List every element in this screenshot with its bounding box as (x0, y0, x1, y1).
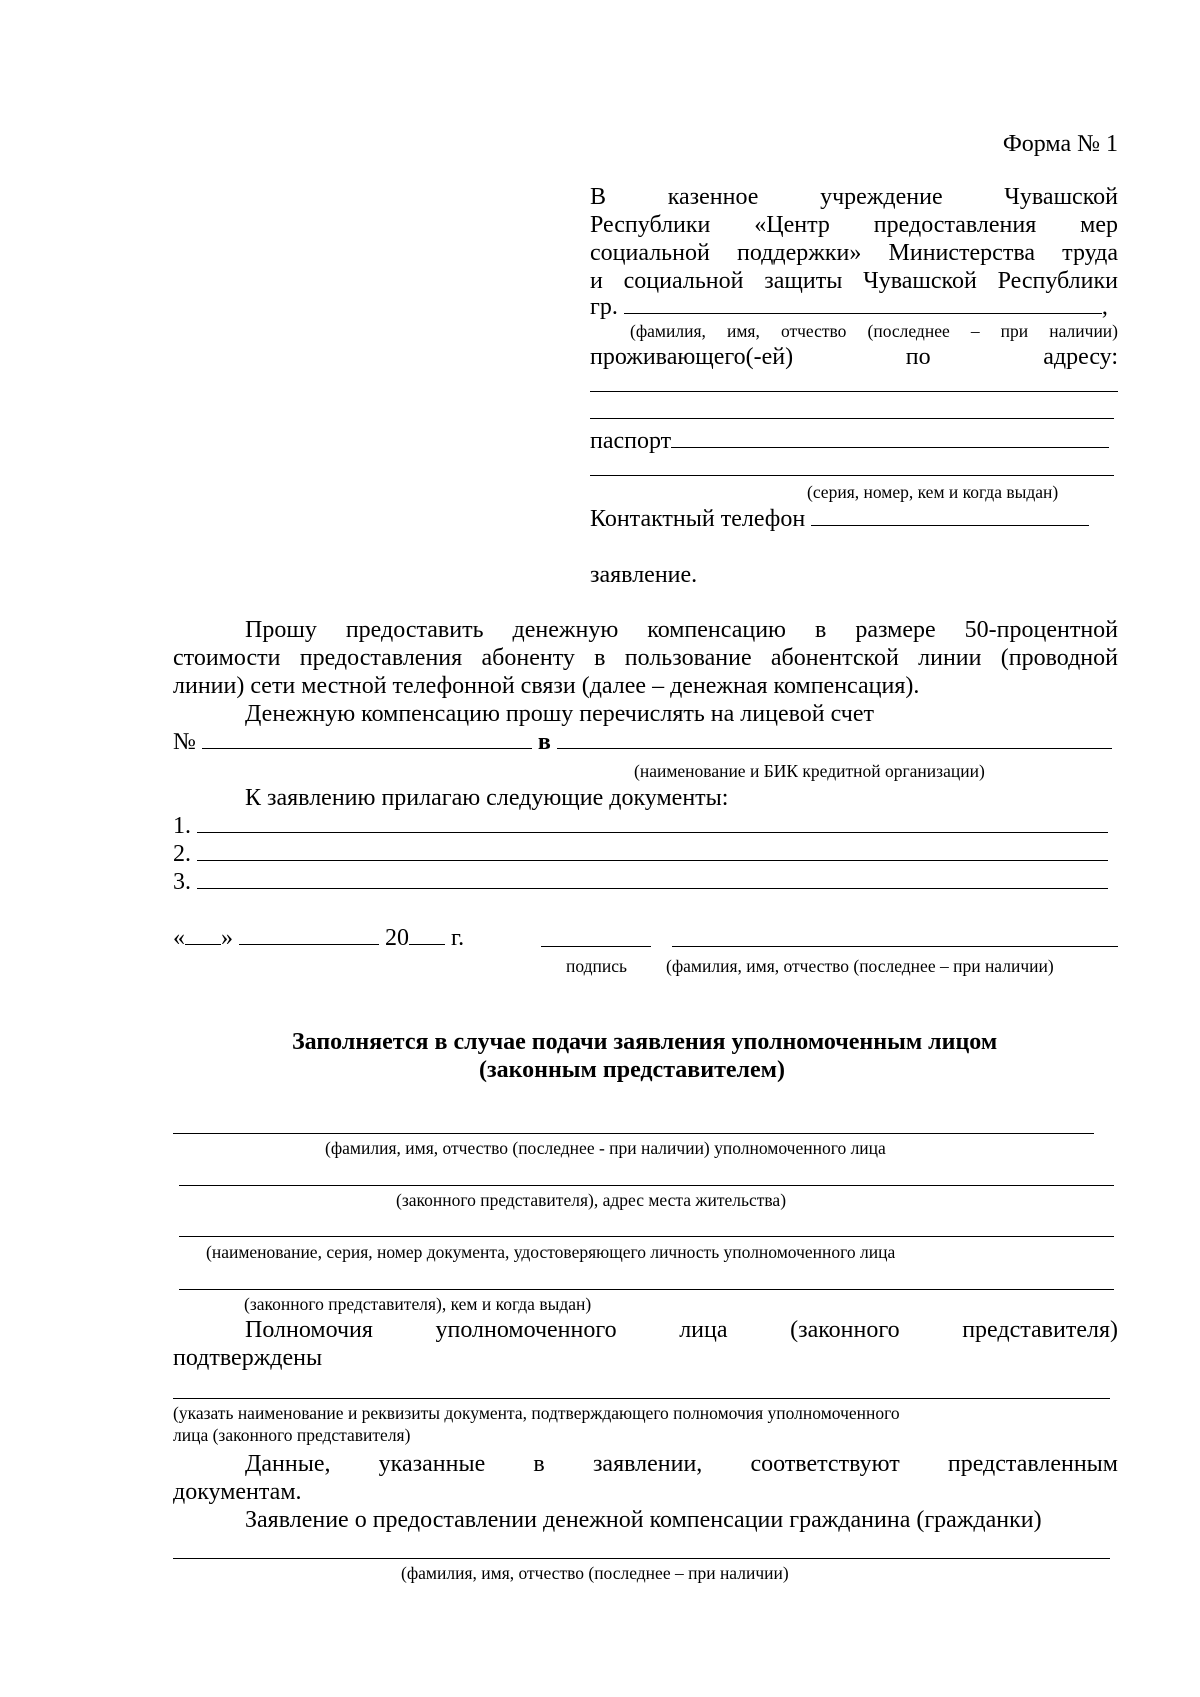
signature-field[interactable] (541, 946, 651, 947)
addressee-line-3: социальной поддержки» Министерства труда (590, 240, 1118, 266)
rep-name-field[interactable] (173, 1133, 1094, 1134)
addressee-line-1: В казенное учреждение Чувашской (590, 184, 1118, 210)
doc-item-2 (173, 840, 1108, 868)
passport-field[interactable] (671, 427, 1109, 448)
rep-hint-4: (законного представителя), кем и когда выдан) (244, 1294, 592, 1314)
rep-hint-2: (законного представителя), адрес места жительства) (396, 1190, 787, 1210)
rep-hint-1: (фамилия, имя, отчество (последнее - при наличии) уполномоченного лица (325, 1138, 886, 1158)
signer-hint: (фамилия, имя, отчество (последнее – при наличии) (666, 956, 1054, 976)
citizen-suffix: , (1101, 294, 1108, 320)
signer-name-field[interactable] (672, 946, 1118, 947)
account-line (173, 728, 1112, 756)
doc-item-field[interactable] (197, 840, 1108, 861)
account-in: в (537, 729, 551, 755)
doc-item-number: 3. (173, 869, 191, 895)
phone-line (590, 505, 1089, 533)
doc-item-3 (173, 868, 1108, 896)
rep-hint-5-line-1: (указать наименование и реквизиты документа, подтверждающего полномочия уполномоченного (173, 1403, 900, 1423)
rep-document-issuer-field[interactable] (179, 1289, 1114, 1290)
form-number: Форма № 1 (1002, 131, 1118, 157)
powers-line-1: Полномочия уполномоченного лица (законного представителя) (245, 1317, 1118, 1343)
bank-hint: (наименование и БИК кредитной организации) (634, 761, 985, 781)
addressee-block (590, 183, 1118, 295)
data-paragraph (173, 1450, 1118, 1534)
passport-field-2[interactable] (590, 475, 1114, 476)
representative-heading-1: Заполняется в случае подачи заявления уполномоченным лицом (292, 1029, 998, 1055)
request-line-2: стоимости предоставления абоненту в пользование абонентской линии (проводной (173, 645, 1118, 671)
doc-item-number: 1. (173, 813, 191, 839)
doc-item-1 (173, 812, 1108, 840)
powers-document-field[interactable] (173, 1398, 1110, 1399)
docs-intro: К заявлению прилагаю следующие документы: (245, 785, 729, 811)
date-open-quote: « (173, 925, 185, 951)
powers-line-2: подтверждены (173, 1345, 323, 1371)
statement-word: заявление. (590, 562, 698, 588)
year-field[interactable] (409, 924, 445, 945)
rep-document-field[interactable] (179, 1236, 1114, 1237)
rep-hint-6: (фамилия, имя, отчество (последнее – при наличии) (401, 1563, 789, 1583)
addressee-line-2: Республики «Центр предоставления мер (590, 212, 1118, 238)
request-line-3: линии) сети местной телефонной связи (далее – денежная компенсация). (173, 673, 920, 699)
statement-line: Заявление о предоставлении денежной компенсации гражданина (гражданки) (245, 1507, 1042, 1533)
passport-line (590, 427, 1109, 455)
signature-hint: подпись (566, 956, 627, 976)
date-close-quote: » (221, 925, 233, 951)
fio-hint: (фамилия, имя, отчество (последнее – при наличии) (630, 321, 1118, 341)
address-field-2[interactable] (590, 418, 1114, 419)
citizen-line (590, 293, 1108, 321)
request-line-1: Прошу предоставить денежную компенсацию в размере 50-процентной (245, 617, 1118, 643)
doc-item-number: 2. (173, 841, 191, 867)
account-prefix: № (173, 729, 196, 755)
bank-field[interactable] (557, 728, 1112, 749)
transfer-paragraph: Денежную компенсацию прошу перечислять на лицевой счет (245, 701, 874, 727)
doc-item-field[interactable] (197, 868, 1108, 889)
year-prefix: 20 (385, 925, 409, 951)
representative-heading-2: (законным представителем) (479, 1057, 785, 1083)
citizen-name-field[interactable] (624, 293, 1102, 314)
address-label: проживающего(-ей) по адресу: (590, 344, 1118, 370)
rep-hint-5-line-2: лица (законного представителя) (173, 1425, 411, 1445)
year-suffix: г. (451, 925, 465, 951)
data-line-1: Данные, указанные в заявлении, соответствуют представленным (245, 1451, 1118, 1477)
doc-item-field[interactable] (197, 812, 1108, 833)
passport-hint: (серия, номер, кем и когда выдан) (807, 482, 1059, 502)
passport-label: паспорт (590, 428, 672, 454)
powers-paragraph (173, 1316, 1118, 1372)
citizen-final-name-field[interactable] (173, 1558, 1110, 1559)
rep-hint-3: (наименование, серия, номер документа, удостоверяющего личность уполномоченного лица (206, 1242, 896, 1262)
data-line-2: документам. (173, 1479, 302, 1505)
phone-field[interactable] (811, 505, 1089, 526)
request-paragraph (173, 616, 1118, 728)
citizen-prefix: гр. (590, 294, 618, 320)
day-field[interactable] (185, 924, 221, 945)
phone-label: Контактный телефон (590, 506, 806, 532)
rep-address-field[interactable] (179, 1185, 1114, 1186)
addressee-line-4: и социальной защиты Чувашской Республики (590, 268, 1118, 294)
account-number-field[interactable] (202, 728, 532, 749)
date-line (173, 924, 464, 952)
month-field[interactable] (239, 924, 379, 945)
address-field-1[interactable] (590, 391, 1118, 392)
